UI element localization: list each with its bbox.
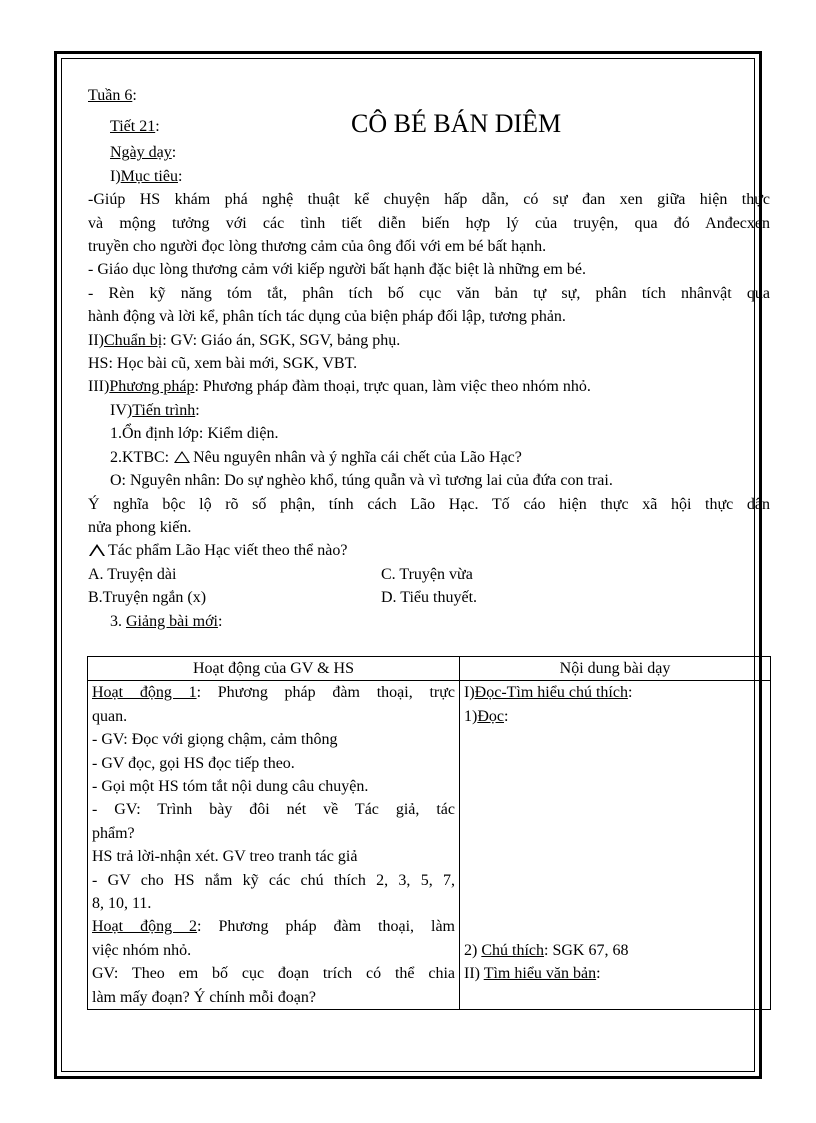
- content-s2-heading: Chú thích: [481, 941, 544, 959]
- option-c: C. Truyện vừa: [381, 565, 473, 583]
- content-s1a-heading: Đọc: [477, 707, 504, 725]
- table-header-content: Nội dung bài dạy: [460, 657, 771, 681]
- objectives-line-5: - Rèn kỹ năng tóm tắt, phân tích bố cục văn bản tự sự, phân tích nhânvật qua: [88, 284, 770, 302]
- process-numeral: IV): [110, 401, 133, 419]
- activity-1-label: Hoạt động 1: [92, 684, 197, 702]
- content-cell: [460, 681, 771, 1010]
- method-numeral: III): [88, 378, 110, 396]
- lesson-plan: [88, 84, 770, 633]
- options-row-1: [88, 563, 770, 586]
- activity-2-line-2: việc nhóm nhỏ.: [92, 941, 192, 959]
- process-step-2: [88, 446, 770, 469]
- method-line: [88, 375, 770, 398]
- activity-1-item: HS trả lời-nhận xét. GV treo tranh tác giả: [92, 848, 358, 866]
- question-2: [88, 539, 770, 562]
- method-text: : Phương pháp đàm thoại, trực quan, làm việc theo nhóm nhỏ.: [194, 378, 591, 396]
- step3-heading: Giảng bài mới: [126, 612, 218, 630]
- preparation-student: HS: Học bài cũ, xem bài mới, SGK, VBT.: [88, 355, 358, 373]
- answer-line-2: Ý nghĩa bộc lộ rõ số phận, tính cách Lão Hạc. Tố cáo hiện thực xã hội thực dân: [88, 495, 770, 513]
- step2-question: Nêu nguyên nhân và ý nghĩa cái chết của Lão Hạc?: [193, 448, 522, 466]
- activity-2-text: : Phương pháp đàm thoại, làm: [197, 918, 455, 936]
- objectives-title: Mục tiêu: [120, 167, 178, 185]
- lesson-number-line: Tiết 21:: [110, 118, 160, 136]
- objectives-line-2: và mộng tưởng với các tình tiết diễn biến hợp lý của truyện, qua đó Anđecxen: [88, 214, 770, 232]
- activity-1-text: : Phương pháp đàm thoại, trực: [196, 684, 455, 702]
- table-header-row: [88, 657, 771, 681]
- process-title: Tiến trình: [132, 401, 196, 419]
- lesson-title: CÔ BÉ BÁN DIÊM: [351, 109, 562, 139]
- content-blank: [464, 728, 766, 939]
- answer-line-1: O: Nguyên nhân: Do sự nghèo khổ, túng quẫn và vì tương lai của đứa con trai.: [110, 472, 613, 490]
- table-row: [88, 681, 771, 1010]
- lesson-number: Tiết 21: [110, 118, 156, 136]
- activity-1-item: 8, 10, 11.: [92, 895, 152, 913]
- option-a: A. Truyện dài: [88, 565, 177, 583]
- title-row: [88, 107, 770, 141]
- method-title: Phương pháp: [109, 378, 195, 396]
- objectives-line-4: - Giáo dục lòng thương cảm với kiếp người bất hạnh đặc biệt là những em bé.: [88, 261, 586, 279]
- preparation-title: Chuẩn bị: [103, 331, 163, 349]
- content-section-3: II) Tìm hiểu văn bản:: [464, 965, 601, 983]
- triangle-icon: [89, 544, 105, 556]
- content-s2-text: : SGK 67, 68: [544, 941, 629, 959]
- content-section-2: [464, 939, 766, 962]
- activity-2-label: Hoạt động 2: [92, 918, 198, 936]
- content-s1a-prefix: 1): [464, 707, 478, 725]
- activity-1-item: - GV đọc, gọi HS đọc tiếp theo.: [92, 754, 295, 772]
- option-d: D. Tiểu thuyết.: [381, 589, 478, 607]
- week-label: Tuần 6: [88, 87, 133, 104]
- option-b: B.Truyện ngắn (x): [88, 589, 207, 607]
- preparation-teacher: : GV: Giáo án, SGK, SGV, bảng phụ.: [162, 331, 401, 349]
- answer-line-3: nửa phong kiến.: [88, 518, 192, 536]
- step3-prefix: 3.: [110, 612, 126, 630]
- table-header-activities: Hoạt động của GV & HS: [88, 657, 460, 681]
- content-s3-heading: Tìm hiểu văn bản: [483, 965, 597, 983]
- week-line: Tuần 6:: [88, 87, 137, 104]
- activity-1-item: phẩm?: [92, 824, 135, 842]
- preparation-line: [88, 329, 770, 352]
- content-section-1: I)Đọc-Tìm hiểu chú thích:: [464, 684, 633, 702]
- activity-1-line-2: quan.: [92, 707, 128, 725]
- activity-1-item: - GV cho HS nắm kỹ các chú thích 2, 3, 5, 7,: [92, 871, 455, 889]
- process-step-3: 3. Giảng bài mới:: [110, 612, 223, 630]
- step2-prefix: 2.KTBC:: [110, 448, 170, 466]
- content-section-1a: 1)Đọc:: [464, 707, 509, 725]
- activity-2-question-1: GV: Theo em bố cục đoạn trích có thể chia: [92, 965, 455, 983]
- content-s3-prefix: II): [464, 965, 484, 983]
- process-step-1: 1.Ổn định lớp: Kiểm diện.: [110, 425, 279, 443]
- date-line: Ngày dạy:: [110, 144, 177, 162]
- activities-cell: [88, 681, 460, 1010]
- objectives-heading: I)Mục tiêu:: [110, 167, 183, 185]
- activity-1-item: - Gọi một HS tóm tắt nội dung câu chuyện.: [92, 778, 369, 796]
- content-s1-heading: Đọc-Tìm hiểu chú thích: [474, 684, 628, 702]
- activity-2-line-1: [92, 915, 455, 938]
- activity-2-question-2: làm mấy đoạn? Ý chính mỗi đoạn?: [92, 988, 316, 1006]
- content-s2-prefix: 2): [464, 941, 482, 959]
- content-s1-prefix: I): [464, 684, 475, 702]
- preparation-numeral: II): [88, 331, 104, 349]
- objectives-line-6: hành động và lời kể, phân tích tác dụng của biện pháp đối lập, tương phản.: [88, 308, 566, 326]
- activity-1-item: - GV: Đọc với giọng chậm, cảm thông: [92, 731, 338, 749]
- activity-1-item: - GV: Trình bày đôi nét về Tác giả, tác: [92, 801, 455, 819]
- activity-1-line-1: [92, 681, 455, 704]
- triangle-icon: [174, 451, 190, 463]
- options-row-2: [88, 586, 770, 609]
- process-heading: IV)Tiến trình:: [110, 401, 200, 419]
- objectives-numeral: I): [110, 167, 121, 185]
- objectives-line-3: truyền cho người đọc lòng thương cảm của ông đối với em bé bất hạnh.: [88, 238, 547, 256]
- lesson-table: [87, 656, 771, 1010]
- question-2-text: Tác phẩm Lão Hạc viết theo thể nào?: [108, 542, 348, 560]
- date-label: Ngày dạy: [110, 144, 172, 162]
- objectives-line-1: -Giúp HS khám phá nghệ thuật kể chuyện hấp dẫn, có sự đan xen giữa hiện thực: [88, 191, 770, 209]
